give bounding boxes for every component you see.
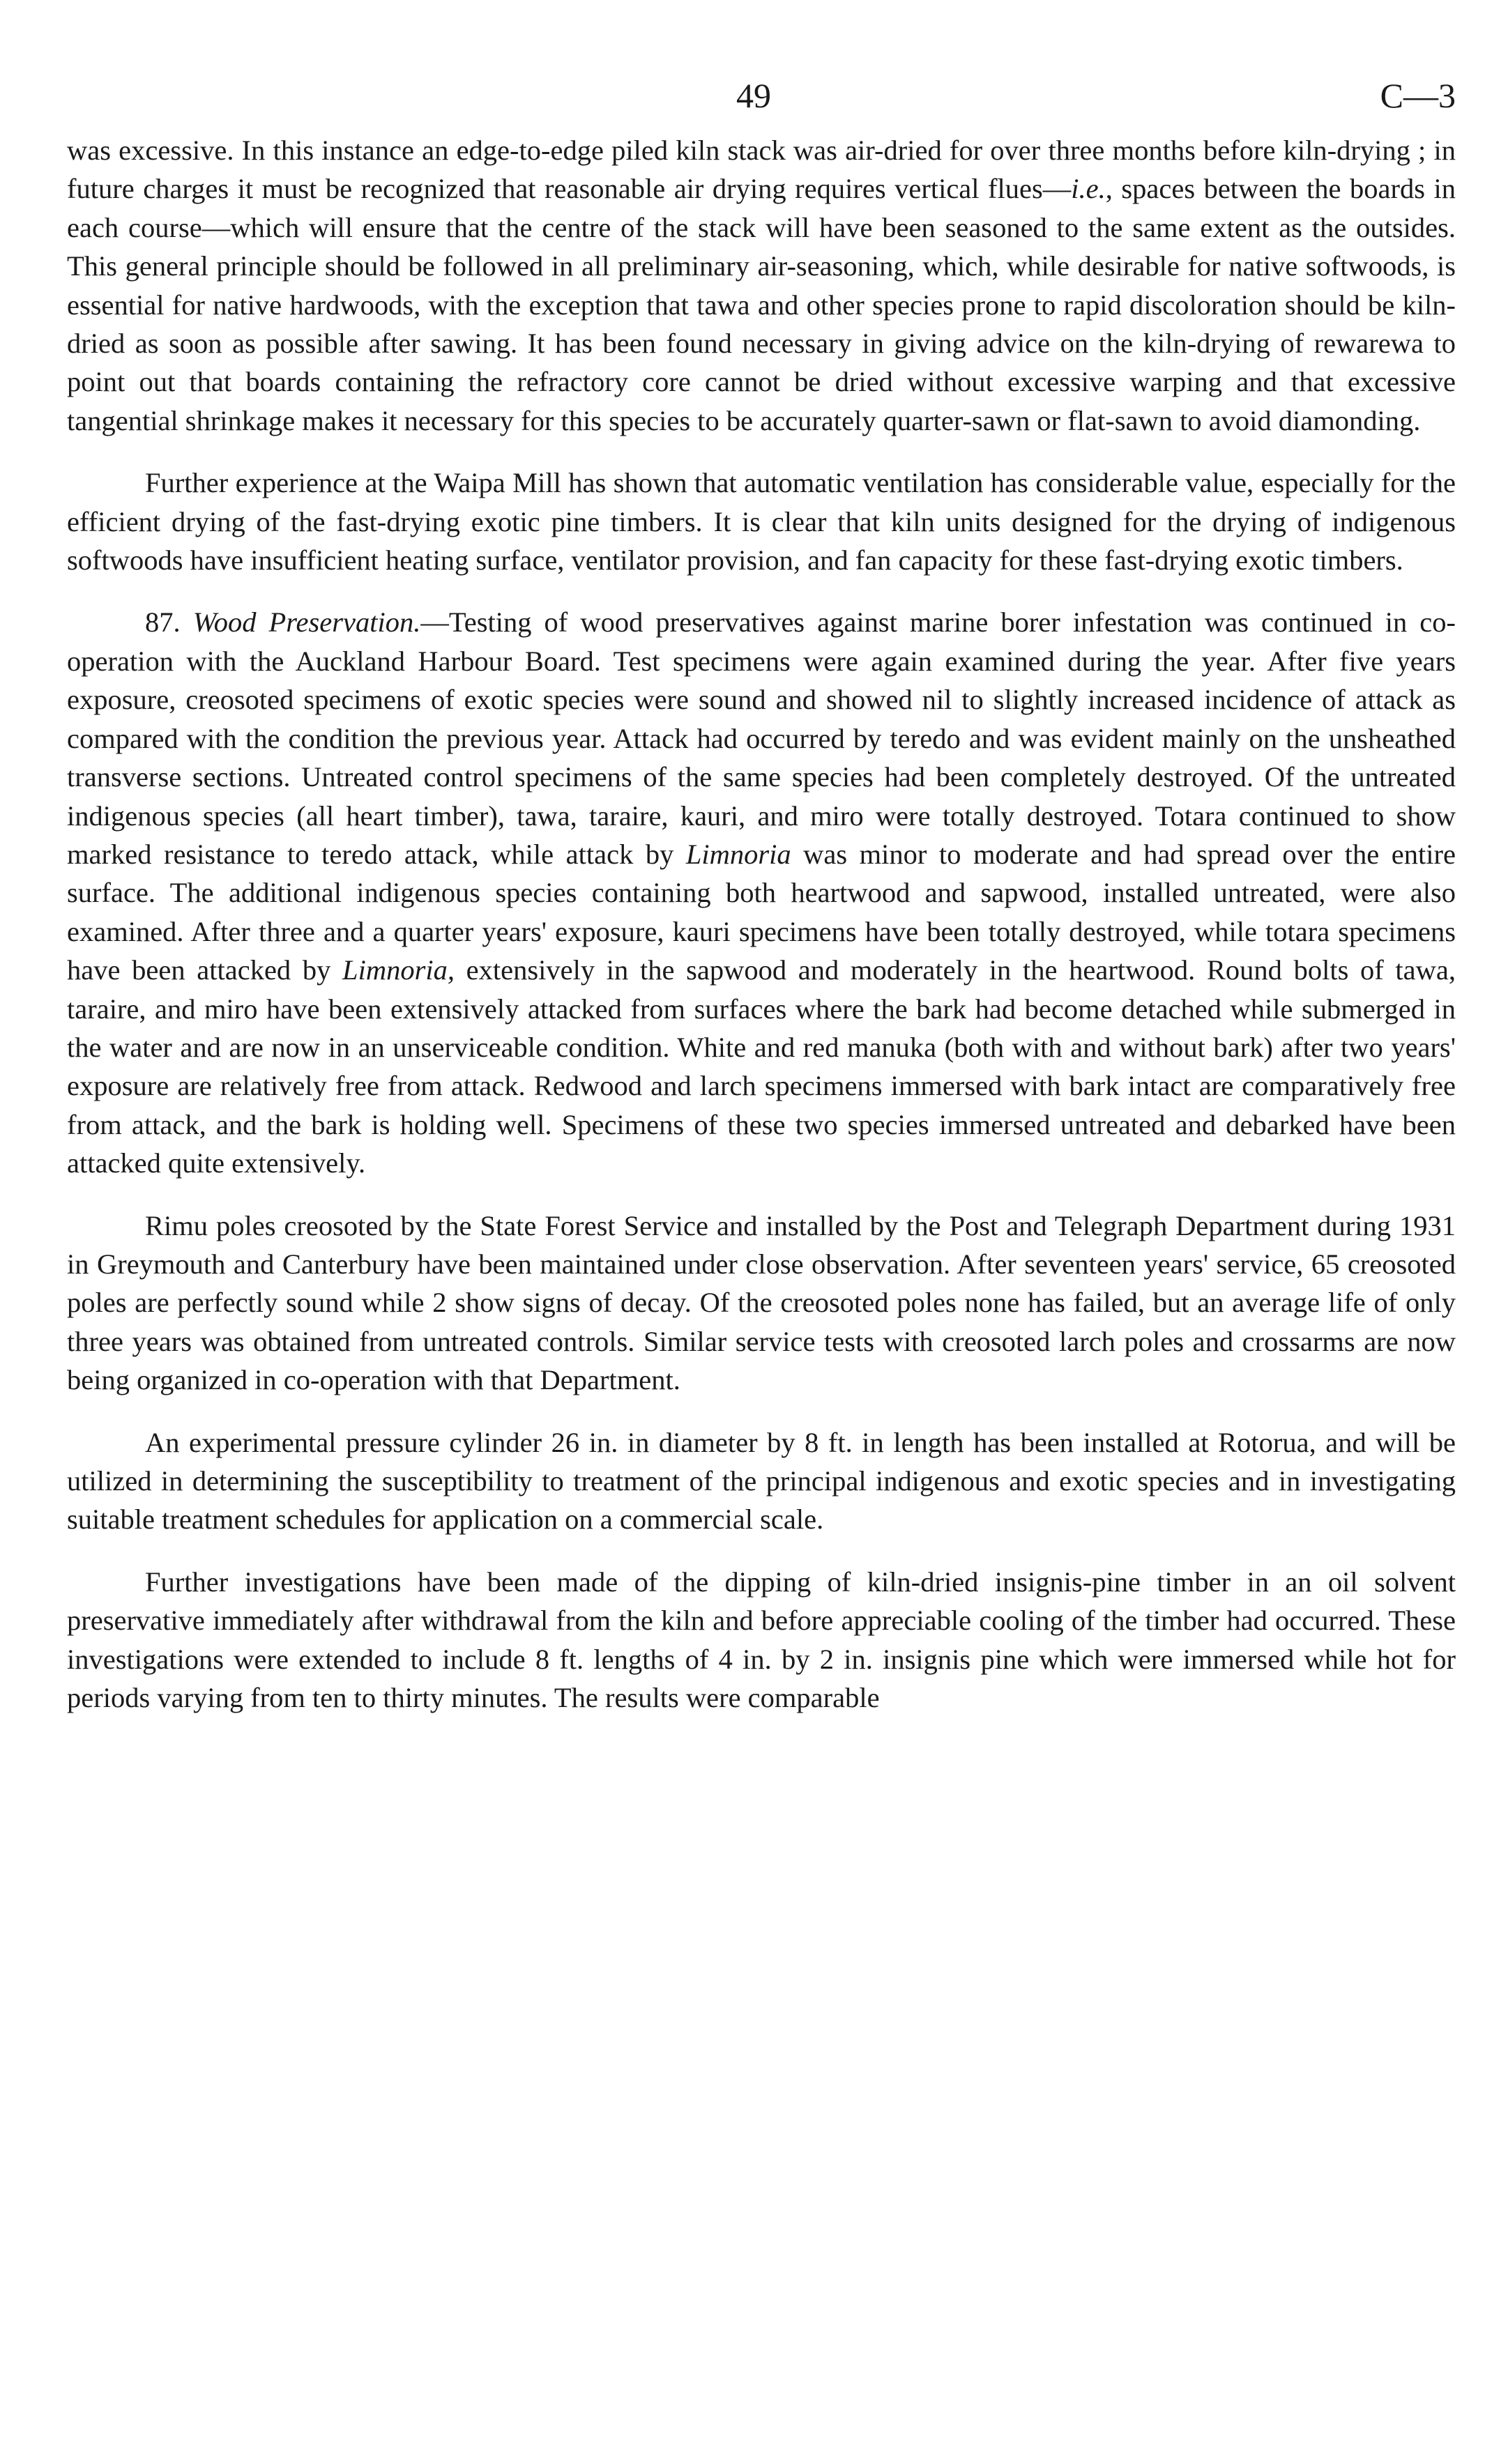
paragraph-text: Rimu poles creosoted by the State Forest Service and installed by the Post and Telegraph Department during 1931 in Greymouth and Canterbury have been maintained under close observation. After seventeen years' service, 65 creosoted poles are perfectly sound while 2 show signs of decay. Of the creosoted poles none has failed, but an average life of only three years was obtained from untreated controls. Similar service tests with creosoted larch poles and crossarms are now being organized in co-operation with that Department. [67,1209,1456,1396]
paragraph-kiln-drying [67,131,1456,440]
paragraph-waipa-mill [67,464,1456,579]
paragraph-text: Further experience at the Waipa Mill has shown that automatic ventilation has considerable value, especially for the efficient drying of the fast-drying exotic pine timbers. It is clear that kiln units designed for the drying of indigenous softwoods have insufficient heating surface, ventilator provision, and fan capacity for these fast-drying exotic timbers. [67,467,1456,576]
paragraph-text: extensively in the sapwood and moderately in the heartwood. Round bolts of tawa, taraire, and miro have been extensively attacked from surfaces where the bark had become detached while submerged in the water and are now in an unserviceable condition. White and red manuka (both with and without bark) after two years' exposure are relatively free from attack. Redwood and larch specimens immersed with bark intact are comparatively free from attack, and the bark is holding well. Specimens of these two species immersed untreated and debarked have been attacked quite extensively. [67,954,1456,1179]
paragraph-text: was minor to moderate and had spread over the entire surface. The additional indigenous species containing both heartwood and sapwood, installed untreated, were also examined. After three and a quarter years' exposure, kauri specimens have been totally destroyed, while totara specimens have been attacked by [67,838,1456,986]
paragraph-text: Further investigations have been made of the dipping of kiln-dried insignis-pine timber in an oil solvent preservative immediately after withdrawal from the kiln and before appreciable cooling of the timber had occurred. These investigations were extended to include 8 ft. lengths of 4 in. by 2 in. insignis pine which were immersed while hot for periods varying from ten to thirty minutes. The results were comparable [67,1566,1456,1714]
italic-term: Limnoria, [342,954,455,986]
paragraph-wood-preservation [67,603,1456,1182]
section-number: 87. [145,606,181,638]
paragraph-rimu-poles [67,1207,1456,1400]
italic-term: i.e. [1071,173,1106,205]
italic-term: Limnoria [685,838,791,870]
paragraph-text: was excessive. In this instance an edge-to-edge piled kiln stack was air-dried for over three months before kiln-drying ; in future charges it must be recognized that reasonable air drying requires vertical flues— [67,135,1456,205]
page-header [67,75,1456,131]
report-code: C—3 [1380,76,1456,115]
paragraph-text: —Testing of wood preservatives against marine borer infestation was continued in co-operation with the Auckland Harbour Board. Test specimens were again examined during the year. After five years exposure, creosoted specimens of exotic species were sound and showed nil to slightly increased incidence of attack as compared with the condition the previous year. Attack had occurred by teredo and was evident mainly on the unsheathed transverse sections. Untreated control specimens of the same species had been completely destroyed. Of the untreated indigenous species (all heart timber), tawa, taraire, kauri, and miro were totally destroyed. Totara continued to show marked resistance to teredo attack, while attack by [67,606,1456,870]
paragraph-pressure-cylinder [67,1423,1456,1539]
document-page [67,75,1456,1740]
section-heading: Wood Preservation. [192,606,421,638]
paragraph-dipping-investigations [67,1563,1456,1717]
page-number: 49 [736,76,771,115]
paragraph-text: An experimental pressure cylinder 26 in. in diameter by 8 ft. in length has been installed at Rotorua, and will be utilized in determining the susceptibility to treatment of the principal indigenous and exotic species and in investigating suitable treatment schedules for application on a commercial scale. [67,1426,1456,1536]
paragraph-text: , spaces between the boards in each course—which will ensure that the centre of the stack will have been seasoned to the same extent as the outsides. This general principle should be followed in all preliminary air-seasoning, which, while desirable for native softwoods, is essential for native hardwoods, with the exception that tawa and other species prone to rapid discoloration should be kiln-dried as soon as possible after sawing. It has been found necessary in giving advice on the kiln-drying of rewarewa to point out that boards containing the refractory core cannot be dried without excessive warping and that excessive tangential shrinkage makes it necessary for this species to be accurately quarter-sawn or flat-sawn to avoid diamonding. [67,173,1456,436]
